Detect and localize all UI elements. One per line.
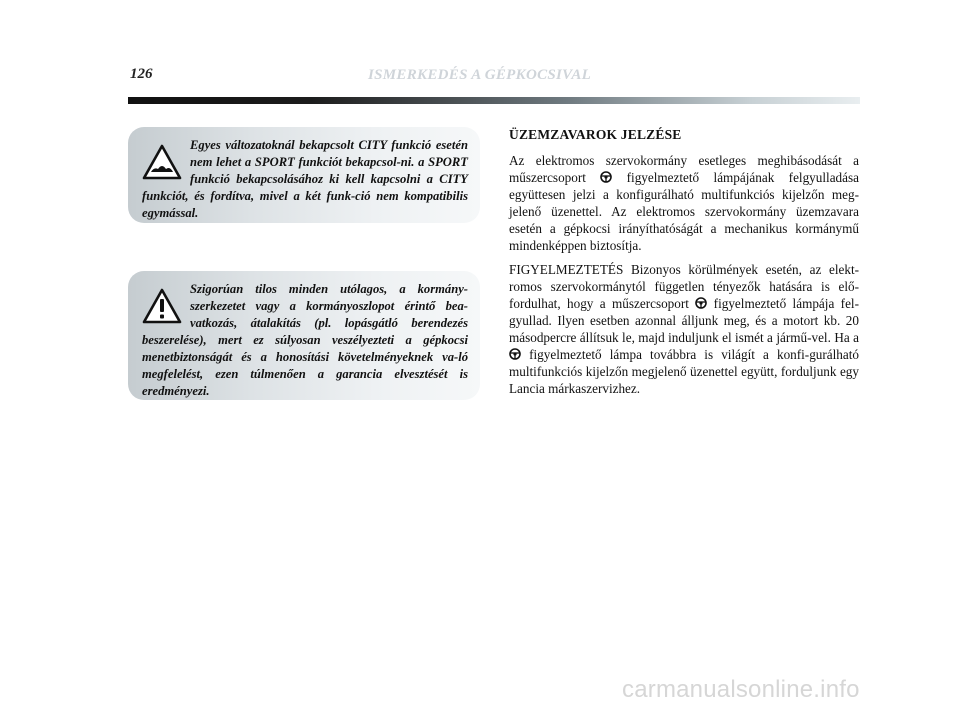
paragraph-warning-note xyxy=(509,261,859,397)
steering-warning-lamp-icon xyxy=(695,297,707,309)
section-title: ÜZEMZAVAROK JELZÉSE xyxy=(509,127,682,142)
header-rule xyxy=(128,97,860,104)
fault-signaling-section xyxy=(509,126,859,404)
steering-warning-lamp-icon xyxy=(600,171,612,183)
paragraph-fault-signal xyxy=(509,152,859,254)
warning-box-steering-modification xyxy=(128,271,480,400)
text-run: figyelmeztető lámpája fel-gyullad. Ilyen esetben azonnal álljunk meg, és a motort kb. 20 másodpercre állítsuk le, majd induljunk el ismét a jármű-vel. Ha a xyxy=(509,296,859,345)
text-run: FIGYELMEZTETÉS Bizonyos körülmények esetén, az elekt-romos szervokormánytól független tényezők hatására is elő-fordulhat, hogy a műszercsoport xyxy=(509,262,859,311)
warning-text: Szigorúan tilos minden utólagos, a kormány-szerkezetet vagy a kormányoszlopot érintő bea-vatkozás, átalakítás (pl. lopásgátló berendezés beszerelése), mert ez súlyosan veszélyezteti a gépkocsi menetbiztonságát és a honosítási követelményeknek va-ló megfelelést, ezen túlmenően a garancia elvesztését is eredményezi. xyxy=(142,282,468,398)
chapter-title: ISMERKEDÉS A GÉPKOCSIVAL xyxy=(368,67,592,83)
warning-triangle-icon xyxy=(142,287,182,325)
watermark: carmanualsonline.info xyxy=(622,676,860,703)
warning-box-city-sport xyxy=(128,127,480,223)
page-number: 126 xyxy=(130,66,153,82)
text-run: figyelmeztető lámpájának felgyulladása együttesen jelzi a konfigurálható multifunkciós kijelzőn meg-jelenő üzenettel. Az elektromos szervokormány üzemzavara esetén a gépkocsi irányíthatóságát a mechanikus kormánymű mindenképpen biztosítja. xyxy=(509,170,859,253)
steering-warning-lamp-icon xyxy=(509,348,521,360)
text-run: figyelmeztető lámpa továbbra is világít a konfi-gurálható multifunkciós kijelzőn megjelenő üzenettel együtt, forduljunk egy Lancia márkaszervizhez. xyxy=(509,347,859,396)
warning-text: Egyes változatoknál bekapcsolt CITY funkció esetén nem lehet a SPORT funkciót bekapcsol-ni. a SPORT funkció bekapcsolásához ki kell kapcsolni a CITY funkciót, és fordítva, mivel a két funk-ció nem kompatibilis egymással. xyxy=(142,138,468,220)
text-run: Az elektromos szervokormány esetleges meghibásodását a műszercsoport xyxy=(509,153,859,185)
warning-triangle-icon xyxy=(142,143,182,181)
